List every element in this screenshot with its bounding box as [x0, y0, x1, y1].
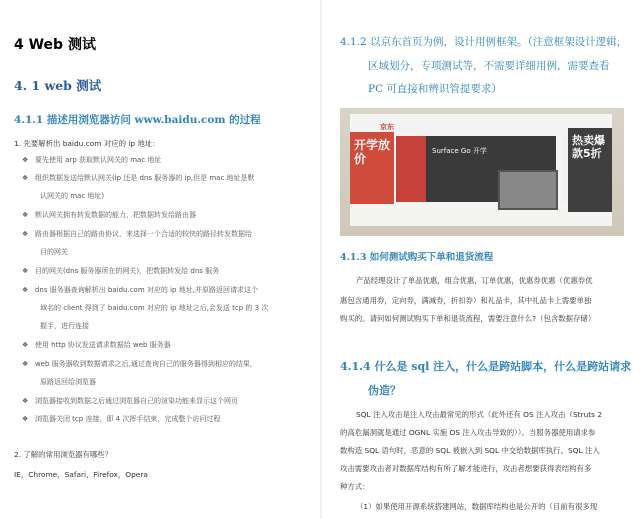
p413-line-1: 惠包含通用券，定向券，满减券，折扣券）和礼品卡，其中礼品卡上需要单独 [340, 296, 592, 305]
bullet-7: ❖ dns 服务器查询解析出 baidu.com 对应的 ip 地址,并原路返回请求这个 [22, 286, 258, 294]
jd-homepage-photo [340, 108, 624, 236]
monitor-screen [350, 114, 612, 226]
browser-list: IE，Chrome，Safari，Firefox，Opera [14, 470, 148, 479]
chapter-heading: 4 Web 测试 [14, 37, 96, 53]
section-heading: 4. 1 web 测试 [14, 78, 102, 93]
bullet-4: ❖ 路由器根据自己的路由协议，来选择一个合适的较快的路径转发数据给 [22, 230, 252, 238]
bullet-13: ❖ 浏览器接收到数据之后通过浏览器自己的渲染功能来显示这个网页 [22, 397, 238, 405]
banner-title: Surface Go 开学 [432, 147, 487, 155]
promo-right-banner [568, 128, 612, 212]
promo-right-text: 热卖爆款5折 [572, 134, 605, 160]
bullet-7-cont2: 握手，进行连接 [40, 322, 89, 330]
subsection-heading-4-1-2-line2: 区域划分，专项测试等，不需要详细用例，需要查看 [368, 60, 610, 72]
bullet-4-cont: 目的网关 [40, 248, 68, 256]
subsection-heading-4-1-4-line1: 4.1.4 什么是 sql 注入，什么是跨站脚本，什么是跨站请求 [340, 360, 632, 373]
p414-line-2: 数构造 SQL 语句时，恶意的 SQL 被嵌入到 SQL 中交给数据库执行。SQL 注入 [340, 446, 600, 455]
p414-line-4: 种方式： [340, 482, 370, 491]
subsection-heading-4-1-1: 4.1.1 描述用浏览器访问 www.baidu.com 的过程 [14, 114, 261, 126]
bullet-10: ❖ 使用 http 协议发送请求数据给 web 服务器 [22, 341, 171, 349]
laptop-image [498, 170, 558, 210]
subsection-heading-4-1-2-line1: 4.1.2 以京东首页为例，设计用例框架。（注意框架设计逻辑， [340, 36, 628, 48]
bullet-0: ❖ 要先使用 arp 获取默认网关的 mac 地址 [22, 156, 162, 164]
bullet-1: ❖ 组织数据发送给默认网关(ip 还是 dns 服务器的 ip,但是 mac 地址是默 [22, 174, 255, 182]
bullet-11: ❖ web 服务器收到数据请求之后,通过查询自己的服务器得到相应的结果， [22, 360, 257, 368]
promo-left-banner [350, 132, 394, 204]
p414-line-1: 的高危漏洞就是通过 OGNL 实施 OS 注入攻击导致的））。当服务器使用请求参 [340, 428, 596, 437]
main-banner [396, 136, 556, 202]
subsection-heading-4-1-4-line2: 伪造？ [368, 384, 401, 397]
question-2: 2. 了解的常用浏览器有哪些？ [14, 450, 113, 459]
bullet-3: ❖ 默认网关拥有转发数据的能力，把数据转发给路由器 [22, 211, 196, 219]
bullet-14: ❖ 浏览器关闭 tcp 连接，即 4 次挥手结束，完成整个访问过程 [22, 415, 221, 423]
subsection-heading-4-1-3: 4.1.3 如何测试购买下单和退货流程 [340, 252, 494, 263]
p413-line-2: 购买的。请问如何测试购买下单和退货流程，需要注意什么?（包含数据存储） [340, 314, 596, 323]
bullet-1-cont: 认网关的 mac 地址) [40, 192, 105, 200]
promo-left-text: 开学放价 [354, 138, 391, 166]
bullet-6: ❖ 目的网关(dns 服务器所在的网关)，把数据转发给 dns 服务 [22, 267, 220, 275]
p413-line-0: 产品经理设计了单品优惠，组合优惠，订单优惠，优惠券优惠（优惠券优 [356, 276, 593, 285]
jd-logo: 京东 [380, 123, 394, 131]
bullet-7-cont: 域名的 client 得到了 baidu.com 对应的 ip 地址之后,会发送 tcp 的 3 次 [40, 304, 269, 312]
p414-line-3: 攻击需要攻击者对数据库结构有所了解才能进行，攻击者想要获得表结构有多 [340, 464, 592, 473]
p414-line-0: SQL 注入攻击是注入攻击最常见的形式（此外还有 OS 注入攻击（Struts 2 [356, 410, 603, 419]
banner-accent [396, 136, 426, 202]
subsection-heading-4-1-2-line3: PC 可直接和辨识管提要求） [368, 83, 502, 95]
question-1: 1. 先要解析出 baidu.com 对应的 ip 地址： [14, 139, 160, 148]
bullet-11-cont: 原路返回给浏览器 [40, 378, 96, 386]
p414-line-5: （1）如果使用开源系统搭建网站，数据库结构也是公开的（目前有很多现 [356, 502, 598, 511]
